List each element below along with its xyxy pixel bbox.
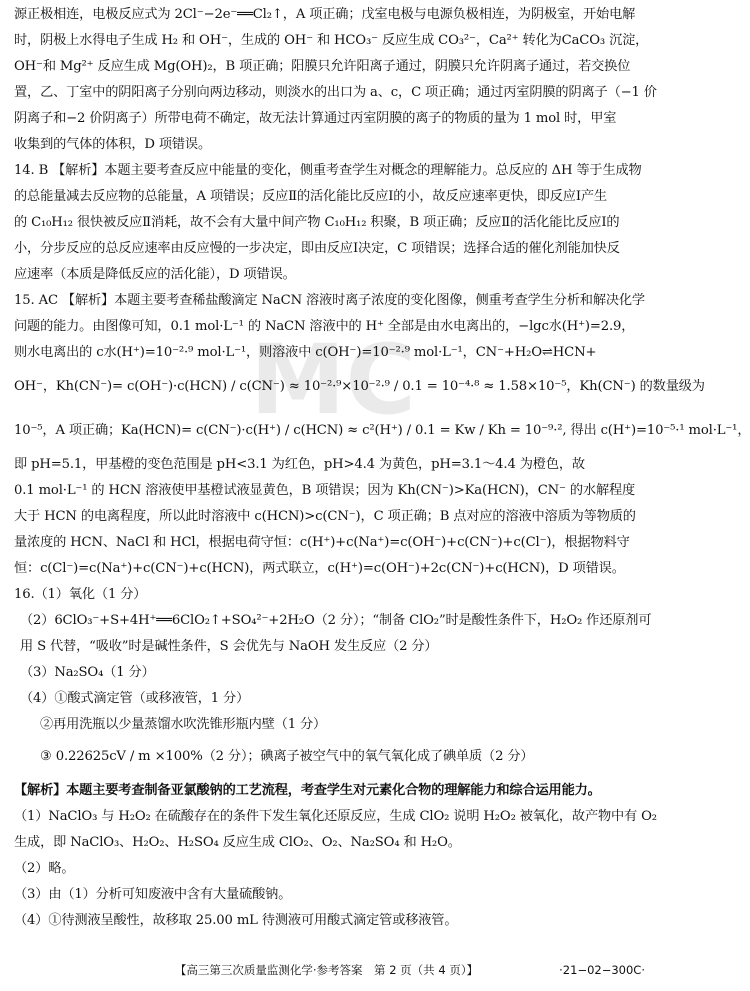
q15-line-7: 即 pH=5.1，甲基橙的变色范围是 pH<3.1 为红色，pH>4.4 为黄色，pH=3.1～4.4 为橙色，故 bbox=[14, 457, 585, 472]
q15-ka-formula-line: 10⁻⁵，A 项正确；Ka(HCN)= c(CN⁻)·c(H⁺) / c(HCN) ≈ c²(H⁺) / 0.1 = Kw / Kh = 10⁻⁹·², 得出 c(H⁺)=10⁻⁵·¹ mol·L⁻¹， bbox=[14, 423, 750, 438]
footer-code: ·21−02−300C· bbox=[559, 963, 645, 977]
q16-part4-step3-line: ③ 0.22625cV / m ×100%（2 分）；碘离子被空气中的氧气氧化成了碘单质（2 分） bbox=[40, 749, 534, 764]
q14-line-3: 的 C₁₀H₁₂ 很快被反应Ⅱ消耗，故不会有大量中间产物 C₁₀H₁₂ 积聚，B 项正确；反应Ⅱ的活化能比反应Ⅰ的 bbox=[14, 215, 620, 230]
q16-analysis-line-3: （2）略。 bbox=[14, 861, 75, 876]
q16-part2-line: （2）6ClO₃⁻+S+4H⁺══6ClO₂↑+SO₄²⁻+2H₂O（2 分）；“制备 ClO₂”时是酸性条件下，H₂O₂ 作还原剂可 bbox=[20, 613, 652, 628]
q16-heading-line: 16.（1）氧化（1 分） bbox=[14, 587, 147, 602]
text-line-3: OH⁻和 Mg²⁺ 反应生成 Mg(OH)₂，B 项正确；阳膜只允许阳离子通过，阴膜只允许阴离子通过，若交换位 bbox=[14, 59, 631, 74]
q15-line-3: 则水电离出的 c水(H⁺)=10⁻²·⁹ mol·L⁻¹，则溶液中 c(OH⁻)=10⁻²·⁹ mol·L⁻¹，CN⁻+H₂O⇌HCN+ bbox=[14, 345, 597, 360]
q16-analysis-line-4: （3）由（1）分析可知废液中含有大量硫酸钠。 bbox=[14, 887, 292, 902]
q16-analysis-heading: 【解析】本题主要考查制备亚氯酸钠的工艺流程，考查学生对元素化合物的理解能力和综合运用能力。 bbox=[14, 783, 601, 798]
text-line-4: 置，乙、丁室中的阴阳离子分别向两边移动，则淡水的出口为 a、c，C 项正确；通过丙室阴膜的阴离子（−1 价 bbox=[14, 85, 657, 100]
text-line-2: 时，阴极上水得电子生成 H₂ 和 OH⁻，生成的 OH⁻ 和 HCO₃⁻ 反应生成 CO₃²⁻，Ca²⁺ 转化为CaCO₃ 沉淀， bbox=[14, 33, 649, 48]
text-line-5: 阴离子和−2 价阴离子）所带电荷不确定，故无法计算通过丙室阴膜的离子的物质的量为 1 mol 时，甲室 bbox=[14, 111, 617, 126]
q15-kh-formula-line: OH⁻，Kh(CN⁻)= c(OH⁻)·c(HCN) / c(CN⁻) ≈ 10⁻²·⁹×10⁻²·⁹ / 0.1 = 10⁻⁴·⁸ ≈ 1.58×10⁻⁵，Kh(CN⁻) 的数量级为 bbox=[14, 379, 705, 394]
q15-line-10: 量浓度的 HCN、NaCl 和 HCl，根据电荷守恒：c(H⁺)+c(Na⁺)=c(OH⁻)+c(CN⁻)+c(Cl⁻)，根据物料守 bbox=[14, 535, 630, 550]
q15-line-9: 大于 HCN 的电离程度，所以此时溶液中 c(HCN)>c(CN⁻)，C 项正确；B 点对应的溶液中溶质为等物质的 bbox=[14, 509, 636, 524]
q15-line-8: 0.1 mol·L⁻¹ 的 HCN 溶液使甲基橙试液显黄色，B 项错误；因为 Kh(CN⁻)>Ka(HCN)，CN⁻ 的水解程度 bbox=[14, 483, 636, 498]
q14-line-2: 的总能量减去反应物的总能量，A 项错误；反应Ⅱ的活化能比反应Ⅰ的小，故反应速率更快，即反应Ⅰ产生 bbox=[14, 189, 607, 204]
q16-part2-line-2: 用 S 代替，“吸收”时是碱性条件，S 会优先与 NaOH 发生反应（2 分） bbox=[20, 639, 438, 654]
q16-analysis-line-5: （4）①待测液呈酸性，故移取 25.00 mL 待测液可用酸式滴定管或移液管。 bbox=[14, 913, 458, 928]
q15-heading-line: 15. AC 【解析】本题主要考查稀盐酸滴定 NaCN 溶液时离子浓度的变化图像，侧重考查学生分析和解决化学 bbox=[14, 293, 645, 308]
q15-line-2: 问题的能力。由图像可知，0.1 mol·L⁻¹ 的 NaCN 溶液中的 H⁺ 全部是由水电离出的，−lgc水(H⁺)=2.9， bbox=[14, 319, 635, 334]
text-line-6: 收集到的气体的体积，D 项错误。 bbox=[14, 137, 211, 152]
q14-line-4: 小，分步反应的总反应速率由反应慢的一步决定，即由反应Ⅰ决定，C 项错误；选择合适的催化剂能加快反 bbox=[14, 241, 620, 256]
text-line-1: 源正极相连，电极反应式为 2Cl⁻−2e⁻══Cl₂↑，A 项正确；戊室电极与电源负极相连，为阴极室，开始电解 bbox=[14, 7, 636, 22]
q16-analysis-line-1: （1）NaClO₃ 与 H₂O₂ 在硫酸存在的条件下发生氧化还原反应，生成 ClO₂ 说明 H₂O₂ 被氧化，故产物中有 O₂ bbox=[14, 809, 657, 824]
q16-part4-step2-line: ②再用洗瓶以少量蒸馏水吹洗锥形瓶内壁（1 分） bbox=[40, 717, 327, 732]
q14-heading-line: 14. B 【解析】本题主要考查反应中能量的变化，侧重考查学生对概念的理解能力。总反应的 ΔH 等于生成物 bbox=[14, 163, 642, 178]
q14-line-5: 应速率（本质是降低反应的活化能），D 项错误。 bbox=[14, 267, 296, 282]
q16-analysis-line-2: 生成，即 NaClO₃、H₂O₂、H₂SO₄ 反应生成 ClO₂、O₂、Na₂SO₄ 和 H₂O。 bbox=[14, 835, 461, 850]
page-footer bbox=[0, 958, 653, 982]
q15-line-11: 恒：c(Cl⁻)=c(Na⁺)+c(CN⁻)+c(HCN)，两式联立，c(H⁺)=c(OH⁻)+2c(CN⁻)+c(HCN)，D 项错误。 bbox=[14, 561, 625, 576]
footer-title: 【高三第三次质量监测化学·参考答案 第 2 页（共 4 页）】 bbox=[174, 963, 479, 977]
svg-text:MC: MC bbox=[250, 324, 416, 436]
q16-part3-line: （3）Na₂SO₄（1 分） bbox=[20, 665, 155, 680]
q16-part4-line: （4）①酸式滴定管（或移液管，1 分） bbox=[20, 691, 250, 706]
